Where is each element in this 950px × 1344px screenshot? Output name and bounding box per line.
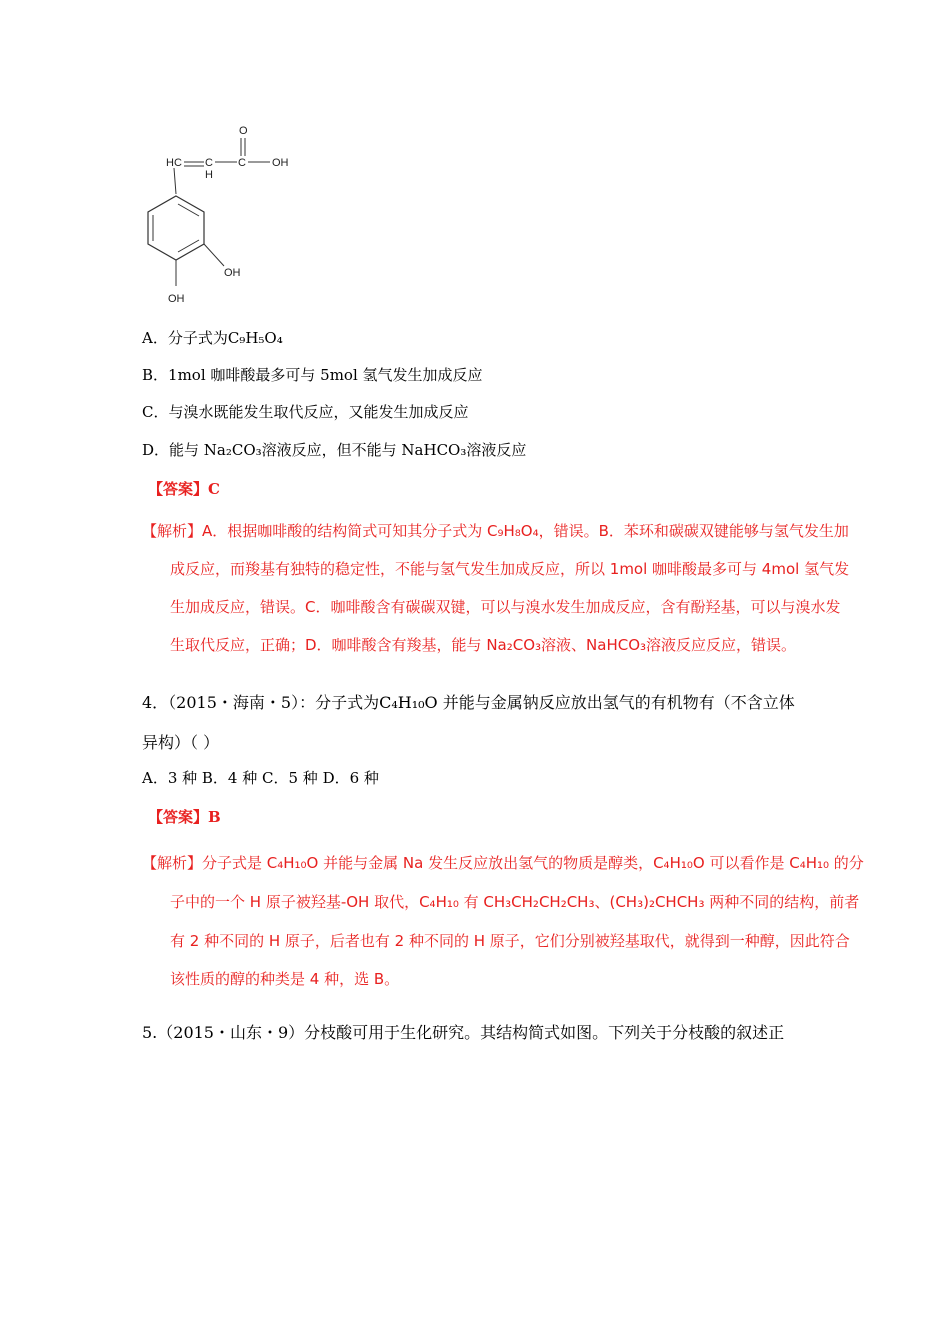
option-d: D．能与 Na₂CO₃溶液反应，但不能与 NaHCO₃溶液反应: [142, 441, 527, 459]
q4-analysis-line-1: 【解析】分子式是 C₄H₁₀O 并能与金属 Na 发生反应放出氢气的物质是醇类，C₄H₁₀O 可以看作是 C₄H₁₀ 的分: [142, 854, 864, 872]
q4-options: A．3 种 B．4 种 C．5 种 D．6 种: [142, 769, 379, 787]
atom-HC: HC: [166, 157, 182, 169]
caffeic-acid-structure: [140, 118, 310, 318]
option-a: A．分子式为C₉H₅O₄: [142, 329, 283, 347]
option-b: B．1mol 咖啡酸最多可与 5mol 氢气发生加成反应: [142, 366, 483, 384]
atom-O-carbonyl: O: [239, 125, 248, 137]
q3-analysis-line-2: 成反应，而羧基有独特的稳定性，不能与氢气发生加成反应，所以 1mol 咖啡酸最多可与 4mol 氢气发: [170, 560, 850, 578]
atom-OH-para: OH: [168, 293, 185, 305]
atom-OH-carboxyl: OH: [272, 157, 289, 169]
q3-analysis-line-4: 生取代反应，正确；D．咖啡酸含有羧基，能与 Na₂CO₃溶液、NaHCO₃溶液反应反应，错误。: [170, 636, 797, 654]
atom-C-carboxyl: C: [238, 157, 246, 169]
q4-stem-line-1: 4．（2015・海南・5）：分子式为C₄H₁₀O 并能与金属钠反应放出氢气的有机物有（不含立体: [142, 693, 795, 712]
atom-H: H: [205, 169, 213, 181]
q4-stem-line-2: 异构）（ ）: [142, 733, 220, 752]
q4-answer: 【答案】B: [148, 808, 221, 826]
q4-analysis-line-2: 子中的一个 H 原子被羟基-OH 取代，C₄H₁₀ 有 CH₃CH₂CH₂CH₃、(CH₃)₂CHCH₃ 两种不同的结构，前者: [170, 893, 860, 911]
q3-analysis-line-1: 【解析】A．根据咖啡酸的结构简式可知其分子式为 C₉H₈O₄，错误。B．苯环和碳碳双键能够与氢气发生加: [142, 522, 849, 540]
q5-stem-line-1: 5.（2015・山东・9）分枝酸可用于生化研究。其结构简式如图。下列关于分枝酸的叙述正: [142, 1023, 785, 1042]
option-c: C．与溴水既能发生取代反应，又能发生加成反应: [142, 403, 469, 421]
atom-C-alpha: C: [205, 157, 213, 169]
q3-analysis-line-3: 生加成反应，错误。C．咖啡酸含有碳碳双键，可以与溴水发生加成反应，含有酚羟基，可以与溴水发: [170, 598, 841, 616]
q4-analysis-line-3: 有 2 种不同的 H 原子，后者也有 2 种不同的 H 原子，它们分别被羟基取代，就得到一种醇，因此符合: [170, 932, 850, 950]
q3-answer: 【答案】C: [148, 480, 220, 498]
atom-OH-meta: OH: [224, 267, 241, 279]
q4-analysis-line-4: 该性质的醇的种类是 4 种，选 B。: [170, 970, 400, 988]
